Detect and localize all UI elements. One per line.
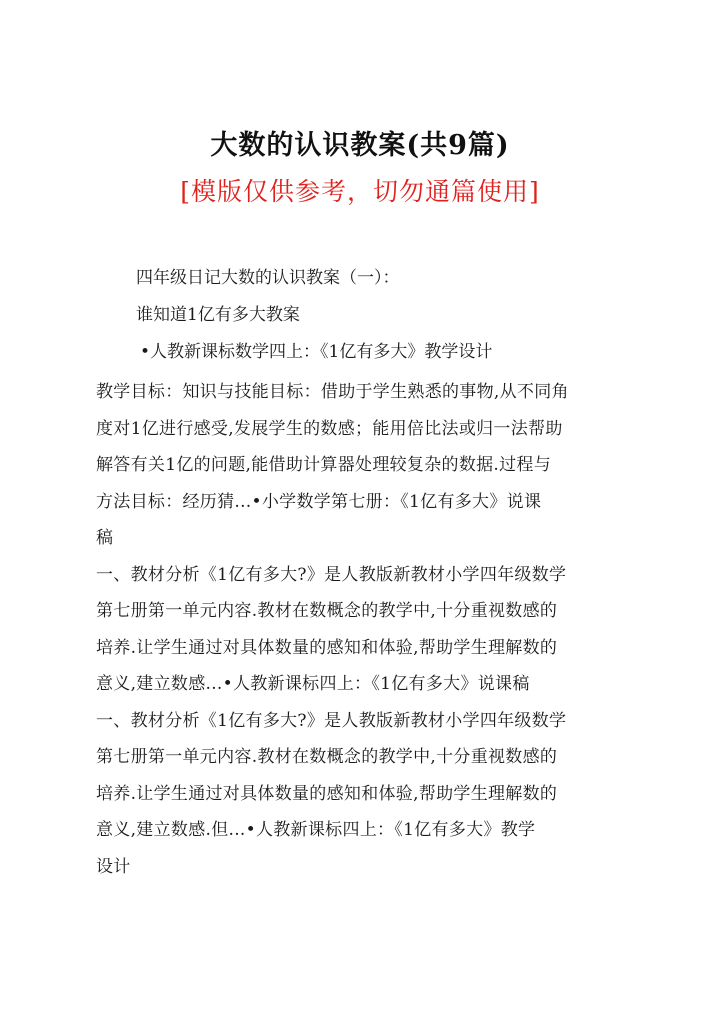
body-line: 一、教材分析《1亿有多大?》是人教版新教材小学四年级数学 [96,564,567,585]
body-line: 培养.让学生通过对具体数量的感知和体验,帮助学生理解数的 [96,637,558,658]
intro-line-bullet: •人教新课标数学四上：《1亿有多大》教学设计 [140,342,493,362]
body-line: 培养.让学生通过对具体数量的感知和体验,帮助学生理解数的 [96,783,558,804]
body-line: 教学目标：知识与技能目标：借助于学生熟悉的事物,从不同角 [96,382,569,402]
document-title: 大数的认识教案(共9篇) [210,130,510,161]
body-line: 意义,建立数感...•人教新课标四上：《1亿有多大》说课稿 [96,674,530,694]
body-line: 意义,建立数感.但...•人教新课标四上：《1亿有多大》教学 [96,820,536,840]
body-line: 稿 [96,528,114,548]
body-line: 一、教材分析《1亿有多大?》是人教版新教材小学四年级数学 [96,710,567,731]
body-line: 第七册第一单元内容.教材在数概念的教学中,十分重视数感的 [96,601,558,621]
body-paragraph [96,374,628,885]
body-line: 第七册第一单元内容.教材在数概念的教学中,十分重视数感的 [96,747,558,767]
body-line: 设计 [96,856,131,877]
body-line: 度对1亿进行感受,发展学生的数感；能用倍比法或归一法帮助 [96,418,563,439]
intro-line-topic: 谁知道1亿有多大教案 [136,305,300,325]
intro-line-heading: 四年级日记大数的认识教案（一）： [136,268,400,288]
body-line: 方法目标：经历猜...•小学数学第七册：《1亿有多大》说课 [96,491,542,512]
document-subtitle: [模版仅供参考，切勿通篇使用] [180,177,540,206]
body-line: 解答有关1亿的问题,能借助计算器处理较复杂的数据.过程与 [96,455,552,475]
